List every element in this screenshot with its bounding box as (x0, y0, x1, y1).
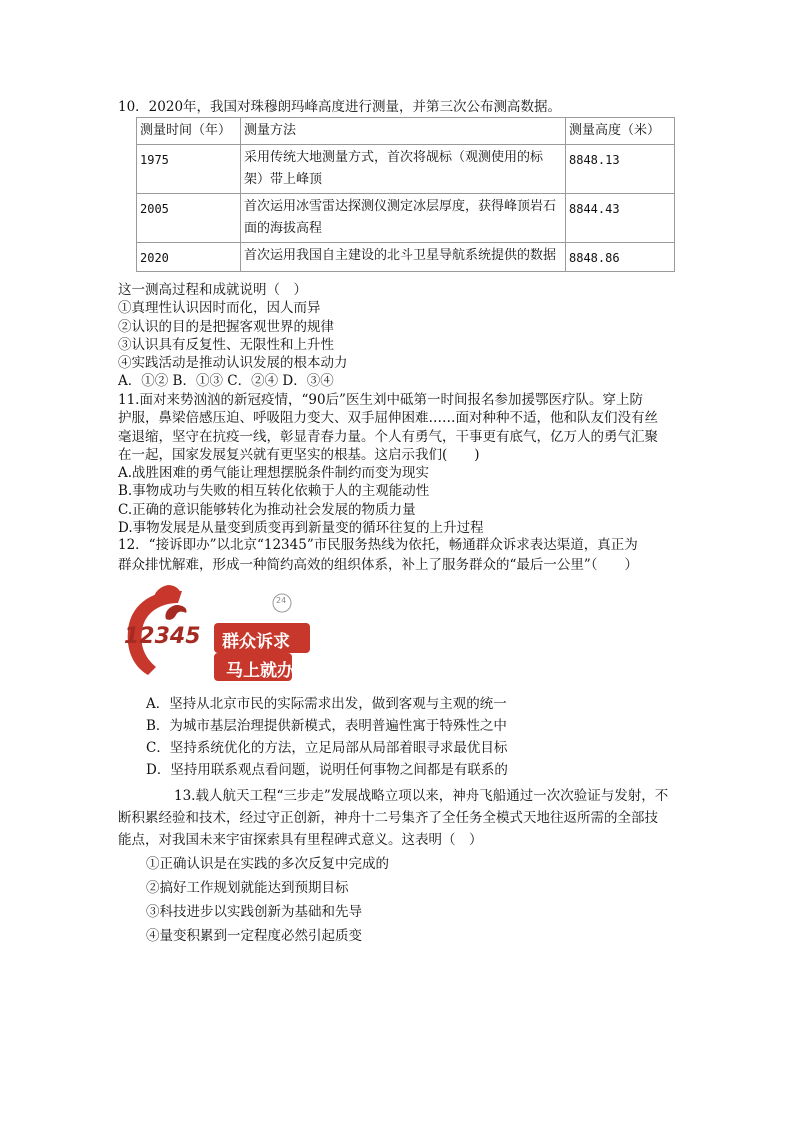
table-header-row (137, 118, 675, 145)
q13-body (118, 785, 668, 947)
q10-prompt: 这一测高过程和成就说明（ ） (118, 282, 307, 298)
row-method: 首次运用我国自主建设的北斗卫星导航系统提供的数据 (241, 243, 566, 272)
q10-item: ②认识的目的是把握客观世界的规律 (118, 318, 334, 335)
header-method: 测量方法 (241, 118, 566, 145)
q10-item: ③认识具有反复性、无限性和上升性 (118, 336, 334, 353)
measurement-table (136, 117, 675, 272)
q11-stem-line: 毫退缩，坚守在抗疫一线，彰显青春力量。个人有勇气，干事更有底气，亿万人的勇气汇聚 (118, 428, 658, 445)
logo-sub: 马上就办 (226, 661, 294, 681)
q13-stem-line: 断积累经验和技术，经过守正创新，神舟十二号集齐了全任务全模式天地往返所需的全部技 (118, 810, 658, 826)
q12-option-a: A．坚持从北京市民的实际需求出发，做到客观与主观的统一 (146, 696, 507, 712)
q11-stem-line: 护服，鼻梁倍感压迫、呼吸阻力变大、双手屈伸困难……面对种种不适，他和队友们没有丝 (118, 410, 658, 427)
logo-tag: 群众诉求 (222, 632, 290, 652)
q10-choices: A．①② B．①③ C．②④ D．③④ (118, 373, 334, 390)
q11-stem-line: 11.面对来势汹汹的新冠疫情，“90后”医生刘中砥第一时间报名参加援鄂医疗队。穿上防 (118, 392, 643, 408)
q10-stem: 10．2020年，我国对珠穆朗玛峰高度进行测量，并第三次公布测高数据。 (118, 99, 562, 115)
hotline-12345-logo (122, 583, 312, 683)
q13-item: ①正确认识是在实践的多次反复中完成的 (146, 856, 389, 872)
q10-item: ④实践活动是推动认识发展的根本动力 (118, 355, 348, 372)
q11-body (118, 391, 658, 537)
row-height: 8848.13 (566, 145, 675, 194)
q10-body (118, 281, 348, 391)
row-method: 首次运用冰雪雷达探测仪测定冰层厚度，获得峰顶岩石面的海拔高程 (241, 194, 566, 243)
table-row (137, 194, 675, 243)
header-height: 测量高度（米） (566, 118, 675, 145)
row-method: 采用传统大地测量方式，首次将觇标（观测使用的标架）带上峰顶 (241, 145, 566, 194)
q11-option-c: C.正确的意识能够转化为推动社会发展的物质力量 (118, 501, 416, 518)
q13-item: ②搞好工作规划就能达到预期目标 (146, 880, 349, 896)
logo-number: 12345 (124, 624, 201, 649)
q11-stem-line: 在一起，国家发展复兴就有更坚实的根基。这启示我们( ) (118, 446, 480, 463)
q13-item: ③科技进步以实践创新为基础和先导 (146, 904, 362, 920)
row-year: 2020 (137, 243, 241, 272)
q10-item: ①真理性认识因时而化，因人而异 (118, 300, 321, 317)
q12-option-c: C．坚持系统优化的方法，立足局部从局部着眼寻求最优目标 (146, 740, 508, 756)
q12-stem-line: 12．“接诉即办”以北京“12345”市民服务热线为依托，畅通群众诉求表达渠道，真正为 (118, 537, 638, 553)
logo-badge: 24 (276, 596, 287, 605)
row-height: 8848.86 (566, 243, 675, 272)
row-year: 2005 (137, 194, 241, 243)
table-row (137, 145, 675, 194)
q11-option-a: A.战胜困难的勇气能让理想摆脱条件制约而变为现实 (118, 465, 430, 482)
q12-body (118, 535, 638, 575)
q12-stem-line: 群众排忧解难，形成一种简约高效的组织体系，补上了服务群众的“最后一公里”（ ） (118, 557, 639, 573)
row-year: 1975 (137, 145, 241, 194)
q12-option-d: D．坚持用联系观点看问题，说明任何事物之间都是有联系的 (146, 762, 508, 778)
q11-option-d: D.事物发展是从量变到质变再到新量变的循环往复的上升过程 (118, 520, 484, 537)
q13-item: ④量变积累到一定程度必然引起质变 (146, 928, 362, 944)
q13-stem-line: 能点，对我国未来宇宙探索具有里程碑式意义。这表明（ ） (118, 832, 483, 848)
q13-stem-line: 13.载人航天工程“三步走”发展战略立项以来，神舟飞船通过一次次验证与发射，不 (174, 788, 669, 804)
q12-option-b: B．为城市基层治理提供新模式，表明普遍性寓于特殊性之中 (146, 718, 507, 734)
table-row (137, 243, 675, 272)
q11-option-b: B.事物成功与失败的相互转化依赖于人的主观能动性 (118, 483, 430, 500)
header-time: 测量时间（年） (137, 118, 241, 145)
row-height: 8844.43 (566, 194, 675, 243)
